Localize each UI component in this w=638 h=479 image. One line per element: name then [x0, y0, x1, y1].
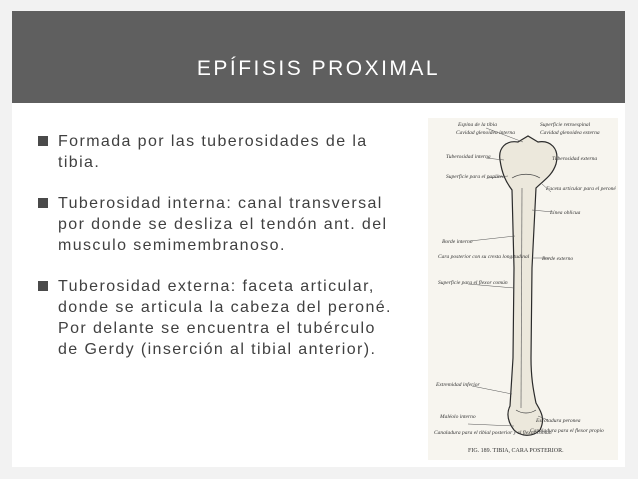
label-borde-interno: Borde interno	[442, 239, 473, 245]
label-maleolo: Maléolo interno	[440, 414, 476, 420]
bullet-item	[34, 276, 394, 360]
label-cavidad-externa: Cavidad glenoidea externa	[540, 130, 600, 136]
bullet-text: Tuberosidad externa: faceta articular, donde se articula la cabeza del peroné. Por delante se encuentra el tubérculo de Gerdy (inserción al tibial anterior).	[58, 278, 392, 358]
label-faceta: Faceta articular para el peroné	[546, 186, 616, 192]
square-bullet-icon	[38, 136, 48, 146]
label-tuberosidad-externa: Tuberosidad externa	[552, 156, 598, 162]
title-band	[12, 11, 625, 103]
label-cara-posterior: Cara posterior con su cresta longitudinal	[438, 254, 530, 260]
content-area	[12, 103, 625, 467]
label-espina: Espina de la tibia	[458, 122, 497, 128]
bullet-item	[34, 193, 394, 256]
label-superficie-popliteo: Superficie para el poplíteo	[446, 174, 505, 180]
label-superficie-flexor: Superficie para el flexor común	[438, 280, 508, 286]
figure-caption: FIG. 189. TIBIA, CARA POSTERIOR.	[468, 448, 564, 454]
label-extremidad-inferior: Extremidad inferior	[436, 382, 480, 388]
label-linea-oblicua: Línea oblicua	[550, 210, 581, 216]
bullet-text: Formada por las tuberosidades de la tibia.	[58, 133, 368, 171]
label-tuberosidad-interna: Tuberosidad interna	[446, 154, 491, 160]
label-cavidad-interna: Cavidad glenoidea interna	[456, 130, 515, 136]
square-bullet-icon	[38, 281, 48, 291]
slide-title: EPÍFISIS PROXIMAL	[196, 57, 441, 80]
label-canaladura-tibial: Canaladura para el tibial posterior y el flexor común	[434, 430, 552, 436]
bullet-item	[34, 131, 394, 173]
label-superficie-retroespinal: Superficie retroespinal	[540, 122, 591, 128]
tibia-illustration	[428, 118, 618, 460]
label-escotadura: Escotadura peronea	[536, 418, 581, 424]
label-canaladura-flexor: Canaladura para el flexor propio	[530, 428, 604, 434]
bullet-list	[34, 131, 394, 380]
tibia-bone-drawing	[500, 136, 557, 435]
square-bullet-icon	[38, 198, 48, 208]
label-borde-externo: Borde externo	[542, 256, 574, 262]
bullet-text: Tuberosidad interna: canal transversal por donde se desliza el tendón ant. del musculo semimembranoso.	[58, 195, 388, 254]
